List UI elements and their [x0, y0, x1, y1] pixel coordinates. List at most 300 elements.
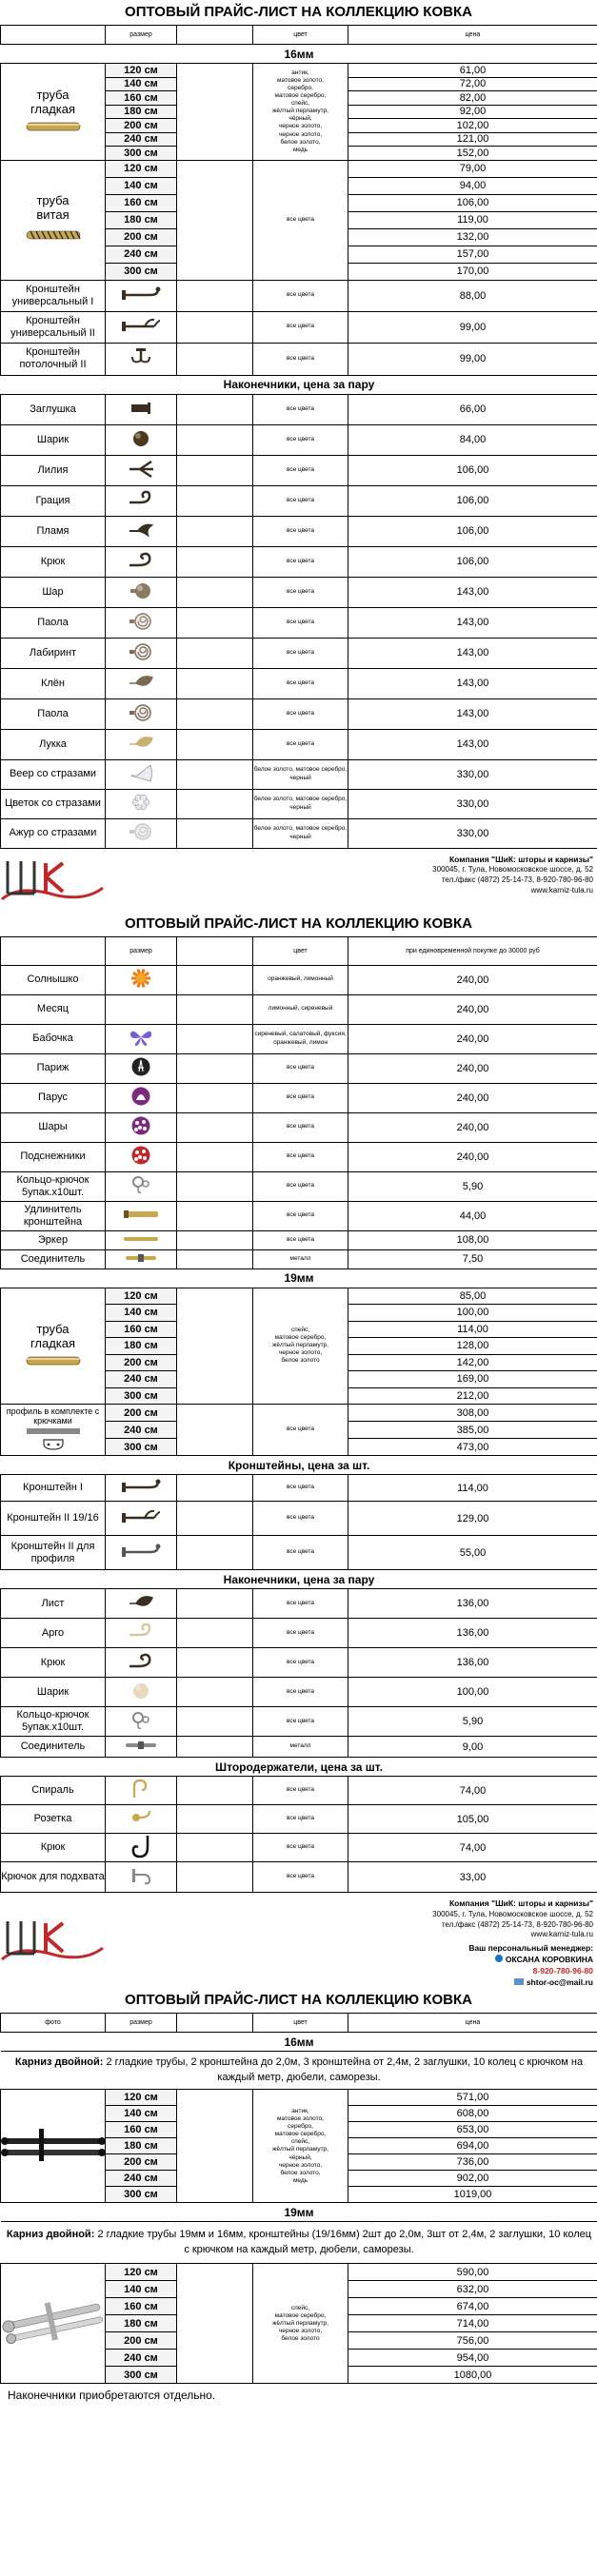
size-value: 200 см: [124, 1356, 158, 1368]
item-price: 240,00: [348, 1142, 597, 1171]
item-name: Парус: [1, 1083, 106, 1112]
moon-icon: [129, 1010, 152, 1021]
table-row: [1, 1834, 597, 1862]
size-value: 120 см: [124, 2266, 158, 2278]
kit-description: 2 гладкие трубы 19мм и 16мм, кронштейны (19/16мм) 2шт до 2,0м, 3шт от 2,4м, 2 заглушки, 10 колец с крючком на каждый метр, дюбели, саморезы.: [97, 2229, 592, 2255]
color-option: матовое серебро,: [274, 2311, 327, 2319]
table-row: [1, 1862, 597, 1893]
sheet-title: ОПТОВЫЙ ПРАЙС-ЛИСТ НА КОЛЛЕКЦИЮ КОВКА: [125, 4, 472, 20]
kit-description: 2 гладкие трубы, 2 кронштейна до 2,0м, 3 кронштейна от 2,4м, 2 заглушки, 10 колец с крючком на каждый метр, дюбели, саморезы.: [106, 2056, 584, 2083]
kit-photo: [1, 2264, 106, 2384]
item-name: Заглушка: [1, 394, 106, 424]
table-row: [1, 343, 597, 375]
table-row: [1, 280, 597, 311]
table-row: [1, 994, 597, 1024]
table-row: [1, 818, 597, 848]
item-image: [106, 1024, 177, 1053]
price-value: 106,00: [456, 197, 489, 208]
color-option: жёлтый перламутр,: [272, 1342, 328, 1349]
size-value: 120 см: [124, 64, 158, 76]
table-row: [1, 789, 597, 818]
item-color: все цвета: [253, 1142, 348, 1171]
kit-description-row: [1, 2052, 597, 2090]
company-contact-line: тел./факс (4872) 25-14-73, 8-920-780-96-80: [441, 1919, 593, 1929]
item-color: все цвета: [253, 1112, 348, 1142]
item-image: [106, 1475, 177, 1502]
item-color: все цвета: [253, 607, 348, 638]
price-value: 694,00: [456, 2140, 489, 2153]
item-price: 143,00: [348, 698, 597, 729]
price-value: 142,00: [456, 1356, 489, 1368]
section-heading: Наконечники, цена за пару: [1, 1570, 597, 1589]
table-row: [1, 424, 597, 455]
item-color: все цвета: [253, 1834, 348, 1862]
finial-paola-2-icon: [129, 715, 153, 726]
item-price: 108,00: [348, 1230, 597, 1249]
item-price: 240,00: [348, 1053, 597, 1083]
holder-hook-icon: [129, 1850, 153, 1861]
item-price: 88,00: [348, 280, 597, 311]
table-row: [1, 1536, 597, 1570]
item-image: [106, 1589, 177, 1619]
price-value: 632,00: [456, 2283, 489, 2295]
color-option: матовое золото,: [277, 76, 324, 84]
price-value: 61,00: [459, 64, 487, 76]
section-heading: 16мм: [1, 2033, 597, 2052]
price-value: 714,00: [456, 2317, 489, 2330]
item-name: Шарик: [1, 424, 106, 455]
table-row: [1, 1619, 597, 1648]
item-color: металл: [253, 1249, 348, 1268]
bay-connector-icon: [122, 1237, 160, 1249]
item-name: Удлинитель кронштейна: [1, 1201, 106, 1230]
snowdrops-icon: [129, 1157, 153, 1169]
ring-hook-icon: [129, 1187, 153, 1198]
profile-icon: [25, 1444, 82, 1453]
color-option: матовое серебро,: [274, 91, 327, 99]
item-name: Паола: [1, 607, 106, 638]
butterfly-icon: [129, 1039, 153, 1051]
finial-labyrinth-icon: [129, 654, 153, 665]
manager-phone: 8-920-780-96-80: [532, 1965, 593, 1976]
table-row: [1, 2090, 597, 2106]
item-name: Соединитель: [1, 1737, 106, 1758]
item-color: белое золото, матовое серебро, черный: [253, 818, 348, 848]
color-option: жёлтый перламутр,: [272, 2146, 328, 2153]
item-price: 106,00: [348, 485, 597, 516]
price-value: 94,00: [459, 180, 487, 191]
price-value: 473,00: [456, 1441, 489, 1453]
price-value: 128,00: [456, 1340, 489, 1352]
finial-cap-icon: [129, 407, 153, 419]
item-price: 240,00: [348, 1083, 597, 1112]
table-row: [1, 1142, 597, 1171]
item-name: Эркер: [1, 1230, 106, 1249]
item-color: все цвета: [253, 516, 348, 546]
item-name: Кронштейн II для профиля: [1, 1536, 106, 1570]
item-name: Лукка: [1, 729, 106, 759]
table-row: [1, 546, 597, 577]
table-row: [1, 1112, 597, 1142]
ring-hook-icon: [129, 1722, 153, 1734]
item-image: [106, 394, 177, 424]
item-color: оранжевый, лимонный: [253, 965, 348, 994]
price-value: 72,00: [459, 78, 487, 90]
item-name: Лилия: [1, 455, 106, 485]
finial-lace-strass-icon: [129, 834, 153, 845]
column-header: цвет: [253, 936, 348, 965]
size-value: 180 см: [124, 2317, 158, 2330]
finial-sphere-icon: [129, 593, 153, 604]
color-option: черное золото,: [278, 2161, 323, 2169]
column-header: цвет: [253, 26, 348, 45]
item-price: 55,00: [348, 1536, 597, 1570]
size-value: 200 см: [124, 2156, 158, 2169]
sun-icon: [129, 980, 153, 992]
item-image: [106, 1707, 177, 1737]
item-name: Крюк: [1, 1834, 106, 1862]
size-value: 200 см: [124, 119, 158, 131]
column-header: при единовременной покупке до 30000 руб: [348, 936, 597, 965]
sail-icon: [129, 1098, 153, 1110]
item-image: [106, 729, 177, 759]
item-color: все цвета: [253, 1502, 348, 1536]
item-color: все цвета: [253, 668, 348, 698]
price-value: 132,00: [456, 231, 489, 243]
item-name: Цветок со стразами: [1, 789, 106, 818]
item-image: [106, 1502, 177, 1536]
item-color: все цвета: [253, 1536, 348, 1570]
price-value: 1019,00: [453, 2189, 492, 2201]
manager-email[interactable]: shtor-oc@mail.ru: [526, 1976, 593, 1987]
finial-ball-icon: [130, 441, 151, 452]
size-value: 120 см: [124, 2092, 158, 2104]
price-value: 79,00: [459, 163, 487, 174]
color-option: медь: [292, 146, 308, 153]
size-value: 160 см: [124, 197, 158, 208]
holder-small-hook-icon: [129, 1878, 153, 1889]
item-name: Шары: [1, 1112, 106, 1142]
price-value: 114,00: [457, 1323, 488, 1335]
color-option: серебро,: [288, 84, 313, 91]
item-color: все цвета: [253, 1201, 348, 1230]
price-value: 571,00: [456, 2092, 489, 2104]
item-price: 136,00: [348, 1619, 597, 1648]
color-option: белое золото,: [280, 2169, 321, 2176]
color-option: матовое серебро,: [274, 1334, 327, 1342]
finial-gracia-icon: [127, 501, 155, 513]
column-header: цвет: [253, 2014, 348, 2033]
item-name: Ажур со стразами: [1, 818, 106, 848]
product-name: профиль в комплекте с крючками: [6, 1406, 100, 1426]
table-row: [1, 1678, 597, 1707]
item-price: 9,00: [348, 1737, 597, 1758]
finial-lily-icon: [127, 471, 155, 482]
company-contact-line[interactable]: www.karniz-tula.ru: [530, 1930, 593, 1939]
item-name: Паола: [1, 698, 106, 729]
bracket-2-19-16-icon: [120, 1517, 162, 1528]
table-row: [1, 455, 597, 485]
item-color: все цвета: [253, 1475, 348, 1502]
item-name: Арго: [1, 1619, 106, 1648]
color-cell: [253, 160, 348, 280]
price-table-16mm: [0, 25, 597, 849]
size-value: 140 см: [124, 78, 158, 90]
section-heading: Наконечники, цена за пару: [1, 375, 597, 394]
price-value: 85,00: [459, 1289, 487, 1302]
item-price: 129,00: [348, 1502, 597, 1536]
item-name: Подснежники: [1, 1142, 106, 1171]
price-value: 608,00: [456, 2108, 489, 2120]
item-color: металл: [253, 1737, 348, 1758]
company-contact-line[interactable]: www.karniz-tula.ru: [530, 885, 593, 895]
pipe-smooth-19-icon: [25, 1356, 82, 1370]
size-value: 140 см: [124, 1307, 158, 1319]
person-icon: [495, 1955, 503, 1962]
color-option: спейс,: [290, 100, 310, 108]
color-option: жёлтый перламутр,: [272, 2319, 328, 2327]
item-price: 240,00: [348, 965, 597, 994]
paris-icon: [129, 1069, 153, 1080]
item-image: [106, 1171, 177, 1201]
table-row: [1, 1249, 597, 1268]
price-value: 954,00: [456, 2351, 489, 2364]
item-image: [106, 994, 177, 1024]
item-image: [106, 577, 177, 607]
size-value: 240 см: [124, 133, 158, 146]
item-image: [106, 1112, 177, 1142]
size-value: 240 см: [124, 1373, 158, 1386]
item-color: все цвета: [253, 1707, 348, 1737]
item-image: [106, 1053, 177, 1083]
color-option: антик,: [291, 2107, 309, 2114]
product-name: труба гладкая: [30, 87, 76, 116]
size-value: 240 см: [124, 248, 158, 260]
item-name: Спираль: [1, 1777, 106, 1805]
price-value: 590,00: [456, 2266, 489, 2278]
size-value: 180 см: [124, 214, 158, 226]
item-price: 99,00: [348, 343, 597, 375]
item-name: Соединитель: [1, 1249, 106, 1268]
item-image: [106, 1648, 177, 1678]
item-price: 106,00: [348, 516, 597, 546]
finial-argo-icon: [127, 1634, 155, 1645]
item-price: 105,00: [348, 1805, 597, 1834]
item-price: 5,90: [348, 1707, 597, 1737]
size-value: 140 см: [124, 2108, 158, 2120]
product-cell: [1, 64, 106, 161]
item-image: [106, 485, 177, 516]
manager-heading: Ваш персональный менеджер:: [468, 1943, 593, 1954]
color-option: черное золото,: [278, 2327, 323, 2334]
color-cell: [253, 1288, 348, 1405]
item-color: все цвета: [253, 1589, 348, 1619]
item-color: все цвета: [253, 424, 348, 455]
finial-hook-icon: [127, 1663, 155, 1675]
item-price: 240,00: [348, 1024, 597, 1053]
table-row: [1, 311, 597, 343]
table-row: [1, 577, 597, 607]
item-image: [106, 455, 177, 485]
table-row: [1, 1053, 597, 1083]
kit-label: Карниз двойной:: [6, 2229, 95, 2241]
size-value: 180 см: [124, 2140, 158, 2153]
company-contact-line: 300045, г. Тула, Новомосковское шоссе, д. 52: [432, 865, 593, 875]
item-name: Лист: [1, 1589, 106, 1619]
finial-flower-strass-icon: [129, 804, 153, 816]
item-color: все цвета: [253, 343, 348, 375]
price-table-kits: [0, 2013, 597, 2384]
item-price: 143,00: [348, 668, 597, 698]
size-value: 240 см: [124, 2351, 158, 2364]
color-option: чёрный,: [289, 2153, 312, 2161]
item-price: 143,00: [348, 638, 597, 668]
table-row: [1, 1737, 597, 1758]
item-color: все цвета: [253, 1777, 348, 1805]
table-row: [1, 965, 597, 994]
table-row: [1, 1405, 597, 1422]
table-row: [1, 1648, 597, 1678]
table-row: [1, 160, 597, 177]
balls-icon: [129, 1128, 153, 1139]
bracket-1-icon: [120, 1486, 162, 1498]
price-value: 82,00: [459, 91, 487, 104]
item-image: [106, 280, 177, 311]
size-value: 160 см: [124, 91, 158, 104]
item-price: 136,00: [348, 1589, 597, 1619]
item-image: [106, 818, 177, 848]
column-header: размер: [106, 2014, 177, 2033]
size-value: 240 см: [124, 2173, 158, 2185]
item-name: Розетка: [1, 1805, 106, 1834]
item-price: 143,00: [348, 729, 597, 759]
item-name: Месяц: [1, 994, 106, 1024]
item-image: [106, 1201, 177, 1230]
table-row: [1, 1777, 597, 1805]
color-cell: [253, 1405, 348, 1456]
bracket-universal-1-icon: [120, 294, 162, 305]
price-value: 100,00: [456, 1307, 489, 1319]
color-option: чёрный,: [289, 115, 312, 123]
item-name: Лабиринт: [1, 638, 106, 668]
note-text: Наконечники приобретаются отдельно.: [8, 2389, 216, 2403]
item-color: все цвета: [253, 1230, 348, 1249]
company-contact-line: тел./факс (4872) 25-14-73, 8-920-780-96-80: [441, 875, 593, 885]
item-price: 66,00: [348, 394, 597, 424]
color-cell: [253, 64, 348, 161]
item-price: 330,00: [348, 759, 597, 789]
holder-rosette-icon: [129, 1819, 153, 1831]
item-color: все цвета: [253, 280, 348, 311]
size-value: 200 см: [124, 1406, 158, 1419]
item-name: Шарик: [1, 1678, 106, 1707]
table-row: [1, 1230, 597, 1249]
size-value: 140 см: [124, 2283, 158, 2295]
manager-name: ОКСАНА КОРОВКИНА: [505, 1954, 593, 1964]
bracket-profile-icon: [120, 1551, 162, 1563]
item-image: [106, 1249, 177, 1268]
size-value: 300 см: [124, 1389, 158, 1402]
color-option: жёлтый перламутр,: [272, 108, 328, 115]
item-name: Клён: [1, 668, 106, 698]
price-value: 170,00: [456, 265, 489, 277]
item-color: все цвета: [253, 1083, 348, 1112]
product-cell: [1, 160, 106, 280]
item-price: 240,00: [348, 1112, 597, 1142]
item-image: [106, 1777, 177, 1805]
table-row: [1, 64, 597, 78]
color-option: матовое серебро,: [274, 2131, 327, 2138]
item-image: [106, 516, 177, 546]
table-row: [1, 1288, 597, 1305]
price-value: 152,00: [456, 147, 489, 159]
item-image: [106, 698, 177, 729]
finial-flame-icon: [127, 532, 155, 543]
item-color: все цвета: [253, 729, 348, 759]
finial-lucca-icon: [127, 745, 155, 757]
item-image: [106, 965, 177, 994]
item-name: Шар: [1, 577, 106, 607]
item-price: 143,00: [348, 607, 597, 638]
item-price: 74,00: [348, 1777, 597, 1805]
section-heading: Кронштейны, цена за шт.: [1, 1456, 597, 1475]
section-heading: Штородержатели, цена за шт.: [1, 1758, 597, 1777]
item-price: 7,50: [348, 1249, 597, 1268]
item-image: [106, 424, 177, 455]
price-value: 756,00: [456, 2334, 489, 2347]
color-option: спейс,: [290, 2138, 310, 2146]
item-image: [106, 668, 177, 698]
item-name: Кронштейн универсальный II: [1, 311, 106, 343]
table-row: [1, 1171, 597, 1201]
item-image: [106, 1083, 177, 1112]
table-row: [1, 485, 597, 516]
price-value: 169,00: [456, 1373, 489, 1386]
price-value: 157,00: [456, 248, 489, 260]
connector-icon: [122, 1743, 160, 1755]
product-name: труба гладкая: [30, 1321, 76, 1350]
table-row: [1, 1502, 597, 1536]
item-color: все цвета: [253, 577, 348, 607]
double-rod-silver-icon: [1, 2347, 106, 2358]
price-value: 102,00: [456, 119, 489, 131]
company-name: Компания "ШиК: шторы и карнизы": [448, 854, 593, 864]
item-color: все цвета: [253, 1862, 348, 1893]
item-color: все цвета: [253, 485, 348, 516]
size-value: 200 см: [124, 231, 158, 243]
bracket-ceiling-icon: [127, 360, 155, 371]
item-price: 136,00: [348, 1648, 597, 1678]
color-value: все цвета: [286, 1426, 315, 1433]
size-value: 160 см: [124, 1323, 158, 1335]
item-color: все цвета: [253, 1805, 348, 1834]
item-image: [106, 546, 177, 577]
company-contact-line: 300045, г. Тула, Новомосковское шоссе, д. 52: [432, 1909, 593, 1918]
item-name: Кронштейн II 19/16: [1, 1502, 106, 1536]
size-value: 140 см: [124, 180, 158, 191]
table-row: [1, 668, 597, 698]
item-price: 33,00: [348, 1862, 597, 1893]
finial-hook-icon: [127, 562, 155, 574]
item-image: [106, 1805, 177, 1834]
color-cell: [253, 2090, 348, 2203]
price-table-accessories: [0, 936, 597, 1894]
item-price: 106,00: [348, 455, 597, 485]
item-image: [106, 1230, 177, 1249]
column-header: размер: [106, 26, 177, 45]
item-price: 143,00: [348, 577, 597, 607]
price-value: 653,00: [456, 2124, 489, 2136]
